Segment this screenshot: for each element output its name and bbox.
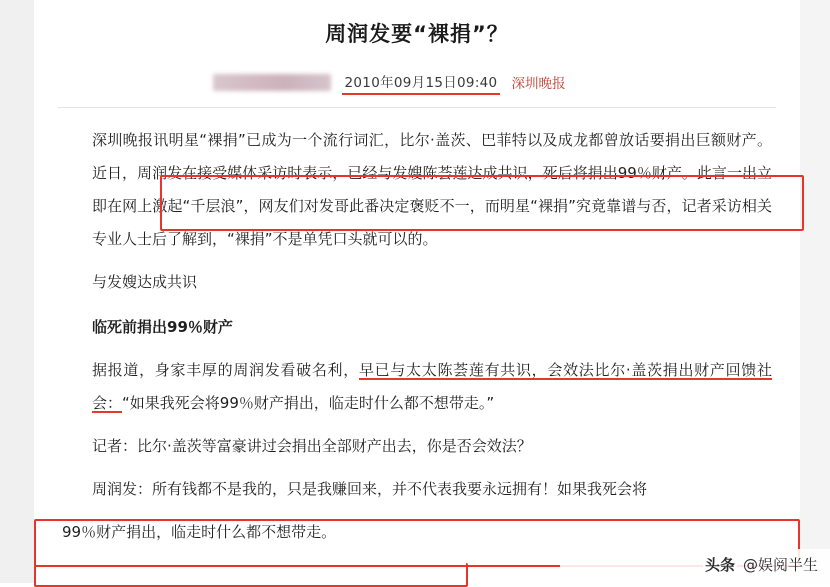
toutiao-logo: 头条: [704, 556, 735, 574]
body1-part-1: 据报道，身家丰厚的周润发看破名利，: [92, 361, 359, 379]
source-name: 深圳晚报: [511, 76, 566, 92]
lead-sentence-3: 此言一出立即在网上激起“千层浪”，网友们对发哥此番决定褒贬不一，而明星“裸捐”究竟靠谱与否，记者采访相关专业人士后了解到，“裸捐”不是单凭口头就可以的。: [92, 164, 772, 248]
body1-part-3: “如果我死会将99％财产捐出，临走时什么都不想带走。”: [122, 394, 495, 412]
watermark: [703, 554, 818, 575]
body1-underlined: 早已与太太陈荟莲有共识，会效法比尔·盖茨捐出财产回馈社会：: [92, 361, 772, 412]
subheading-1: 与发嫂达成共识: [92, 273, 198, 291]
page-title: 周润发要“裸捐”？: [325, 22, 509, 46]
lead-sentence-2: 近日，周润发在接受媒体采访时表示，已经与发嫂陈荟莲达成共识，死后将捐出99％财产。: [92, 164, 697, 182]
watermark-handle: @娱阅半生: [742, 556, 818, 574]
lead-sentence-1: 深圳晚报讯明星“裸捐”已成为一个流行词汇，比尔·盖茨、巴菲特以及成龙都曾放话要捐出巨额财产。: [92, 131, 772, 149]
author-redacted-block: [213, 74, 331, 91]
article-meta: [6, 71, 772, 93]
paragraph-body-1: [62, 354, 772, 420]
paragraph-question: 记者：比尔·盖茨等富豪讲过会捐出全部财产出去，你是否会效法？: [92, 437, 532, 455]
article-body: [62, 108, 772, 549]
paragraph-lead: [62, 124, 772, 256]
paragraph-answer-line2: 99％财产捐出，临走时什么都不想带走。: [62, 523, 337, 541]
page-gutter-right: [800, 0, 830, 583]
publish-date: 2010年09月15日09:40: [345, 71, 498, 93]
subheading-2: 临死前捐出99％财产: [92, 318, 233, 336]
paragraph-answer-line1: 周润发：所有钱都不是我的，只是我赚回来，并不代表我要永远拥有！如果我死会将: [92, 480, 648, 498]
article-sheet: [34, 0, 800, 583]
